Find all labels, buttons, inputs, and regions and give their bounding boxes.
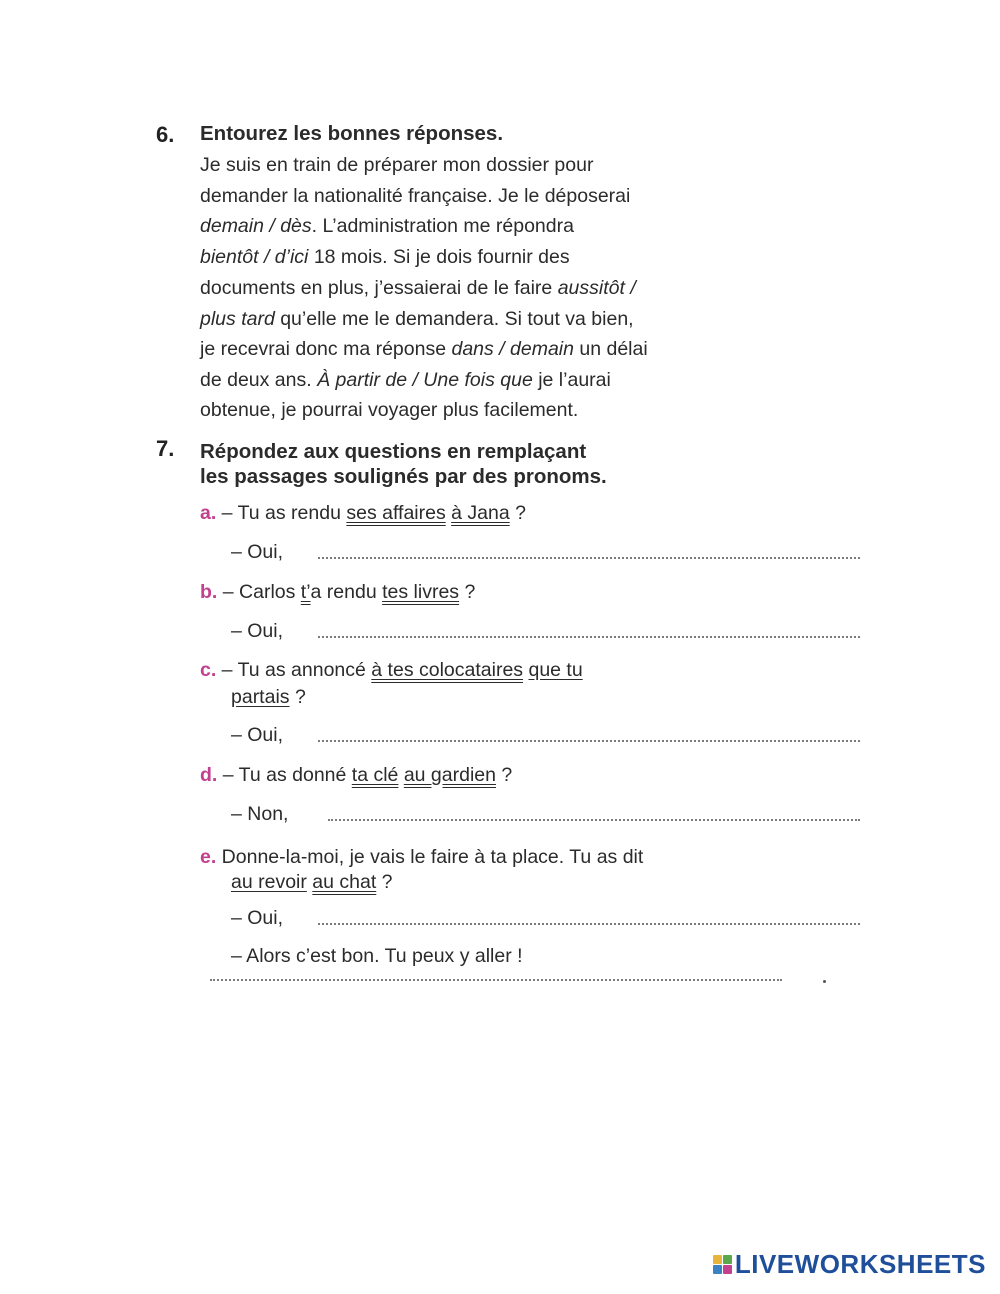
choice-demain-des[interactable]: demain / dès: [200, 215, 312, 237]
question-letter: b.: [200, 581, 218, 603]
closing-line: – Alors c’est bon. Tu peux y aller !: [231, 945, 523, 967]
question-d: d. – Tu as donné ta clé au gardien ?: [200, 764, 513, 786]
answer-a-input[interactable]: [318, 557, 860, 559]
ex6-line-1: Je suis en train de préparer mon dossier pour: [200, 154, 594, 176]
answer-c-label: – Oui,: [231, 724, 284, 746]
ex6-line-8: de deux ans. À partir de / Une fois que je l’aurai: [200, 369, 611, 391]
exercise-7-title-line-1: Répondez aux questions en remplaçant: [200, 440, 587, 463]
ex6-line-2: demander la nationalité française. Je le déposerai: [200, 185, 631, 207]
question-c: c. – Tu as annoncé à tes colocataires que tu: [200, 659, 583, 681]
brand-name: LIVEWORKSHEETS: [734, 1249, 986, 1279]
choice-bientot-dici[interactable]: bientôt / d’ici: [200, 246, 309, 268]
question-letter: a.: [200, 502, 217, 524]
ex6-line-9: obtenue, je pourrai voyager plus facilement.: [200, 399, 579, 421]
extra-answer-input[interactable]: [210, 979, 782, 981]
answer-d-label: – Non,: [231, 803, 289, 825]
logo-square-icon: [713, 1265, 722, 1274]
logo-square-icon: [723, 1255, 732, 1264]
choice-plus-tard[interactable]: plus tard: [200, 308, 275, 330]
ex6-line-4: bientôt / d’ici 18 mois. Si je dois fournir des: [200, 246, 570, 268]
question-letter: e.: [200, 846, 217, 868]
ex6-line-6: plus tard qu’elle me le demandera. Si tout va bien,: [200, 308, 634, 330]
question-a: a. – Tu as rendu ses affaires à Jana ?: [200, 502, 526, 524]
exercise-7-title-line-2: les passages soulignés par des pronoms.: [200, 465, 607, 488]
answer-e-label: – Oui,: [231, 907, 284, 929]
ex6-line-7: je recevrai donc ma réponse dans / demain un délai: [200, 338, 648, 360]
question-b: b. – Carlos t’a rendu tes livres ?: [200, 581, 476, 603]
question-e-line-2: au revoir au chat ?: [231, 871, 393, 893]
exercise-7-number: 7.: [156, 436, 175, 461]
choice-dans-demain[interactable]: dans / demain: [451, 338, 574, 360]
liveworksheets-logo[interactable]: [713, 1249, 986, 1280]
ex6-line-5: documents en plus, j’essaierai de le faire aussitôt /: [200, 277, 636, 299]
logo-square-icon: [723, 1265, 732, 1274]
choice-a-partir-de-une-fois-que[interactable]: À partir de / Une fois que: [317, 369, 533, 391]
exercise-6-title: Entourez les bonnes réponses.: [200, 122, 504, 145]
ex6-line-3: demain / dès. L’administration me répondra: [200, 215, 574, 237]
answer-c-input[interactable]: [318, 740, 860, 742]
question-c-line-2: partais ?: [231, 686, 306, 708]
logo-icon: [713, 1255, 732, 1274]
answer-e-input[interactable]: [318, 923, 860, 925]
logo-square-icon: [713, 1255, 722, 1264]
stray-dot: [823, 980, 826, 983]
answer-a-label: – Oui,: [231, 541, 284, 563]
question-letter: d.: [200, 764, 218, 786]
question-letter: c.: [200, 659, 217, 681]
answer-d-input[interactable]: [328, 819, 860, 821]
question-e: e. Donne-la-moi, je vais le faire à ta place. Tu as dit: [200, 846, 644, 868]
answer-b-input[interactable]: [318, 636, 860, 638]
choice-aussitot[interactable]: aussitôt /: [557, 277, 636, 299]
answer-b-label: – Oui,: [231, 620, 284, 642]
exercise-6-number: 6.: [156, 122, 175, 147]
